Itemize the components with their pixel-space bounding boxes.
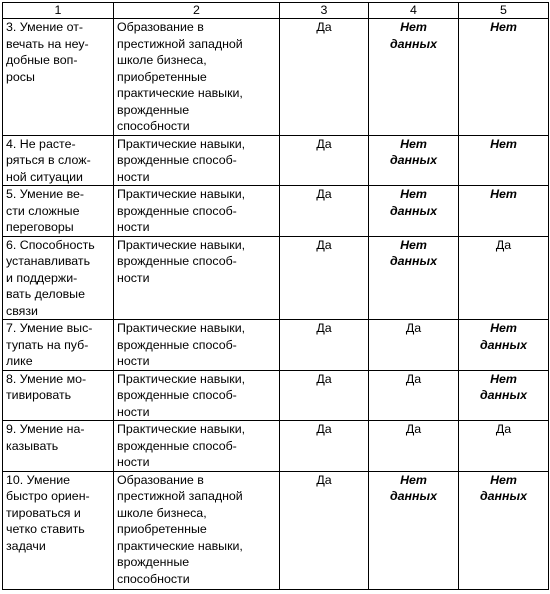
skill-cell: 7. Умение выс- тупать на пуб- лике: [3, 320, 114, 371]
table-row: [3, 421, 549, 472]
value-cell-4: Нет данных: [369, 471, 459, 589]
skill-cell: 5. Умение ве- сти сложные переговоры: [3, 186, 114, 237]
header-cell-5: 5: [459, 3, 549, 19]
source-cell: Образование в престижной западной школе бизнеса, приобретенные практические навыки, врожденные способности: [114, 471, 280, 589]
value-cell-5: Нет данных: [459, 471, 549, 589]
value-cell-3: Да: [280, 186, 369, 237]
value-cell-5: Нет: [459, 186, 549, 237]
table-row: [3, 471, 549, 589]
value-cell-3: Да: [280, 236, 369, 320]
source-cell: Практические навыки, врожденные способ- ности: [114, 236, 280, 320]
value-cell-5: Нет данных: [459, 370, 549, 421]
header-cell-4: 4: [369, 3, 459, 19]
value-cell-3: Да: [280, 320, 369, 371]
value-cell-3: Да: [280, 19, 369, 136]
header-cell-3: 3: [280, 3, 369, 19]
source-cell: Практические навыки, врожденные способ- ности: [114, 421, 280, 472]
table-row: [3, 370, 549, 421]
source-cell: Практические навыки, врожденные способ- ности: [114, 135, 280, 186]
header-cell-2: 2: [114, 3, 280, 19]
table-row: [3, 19, 549, 136]
source-cell: Образование в престижной западной школе бизнеса, приобретенные практические навыки, врожденные способности: [114, 19, 280, 136]
value-cell-3: Да: [280, 471, 369, 589]
value-cell-4: Да: [369, 370, 459, 421]
source-cell: Практические навыки, врожденные способ- ности: [114, 186, 280, 237]
table-row: [3, 186, 549, 237]
value-cell-4: Нет данных: [369, 186, 459, 237]
value-cell-5: Да: [459, 421, 549, 472]
value-cell-5: Да: [459, 236, 549, 320]
skill-cell: 9. Умение на- казывать: [3, 421, 114, 472]
table-row: [3, 135, 549, 186]
skill-cell: 10. Умение быстро ориен- тироваться и четко ставить задачи: [3, 471, 114, 589]
value-cell-3: Да: [280, 370, 369, 421]
value-cell-4: Да: [369, 421, 459, 472]
skill-cell: 3. Умение от- вечать на неу- добные воп- росы: [3, 19, 114, 136]
value-cell-3: Да: [280, 135, 369, 186]
skill-cell: 4. Не расте- ряться в слож- ной ситуации: [3, 135, 114, 186]
skill-cell: 8. Умение мо- тивировать: [3, 370, 114, 421]
table-row: [3, 320, 549, 371]
skills-table: [2, 2, 549, 590]
value-cell-5: Нет: [459, 19, 549, 136]
source-cell: Практические навыки, врожденные способ- ности: [114, 370, 280, 421]
value-cell-3: Да: [280, 421, 369, 472]
value-cell-5: Нет: [459, 135, 549, 186]
skill-cell: 6. Способность устанавливать и поддержи- вать деловые связи: [3, 236, 114, 320]
value-cell-4: Нет данных: [369, 236, 459, 320]
header-row: [3, 3, 549, 19]
table-row: [3, 236, 549, 320]
source-cell: Практические навыки, врожденные способ- ности: [114, 320, 280, 371]
value-cell-4: Да: [369, 320, 459, 371]
header-cell-1: 1: [3, 3, 114, 19]
value-cell-5: Нет данных: [459, 320, 549, 371]
value-cell-4: Нет данных: [369, 135, 459, 186]
value-cell-4: Нет данных: [369, 19, 459, 136]
